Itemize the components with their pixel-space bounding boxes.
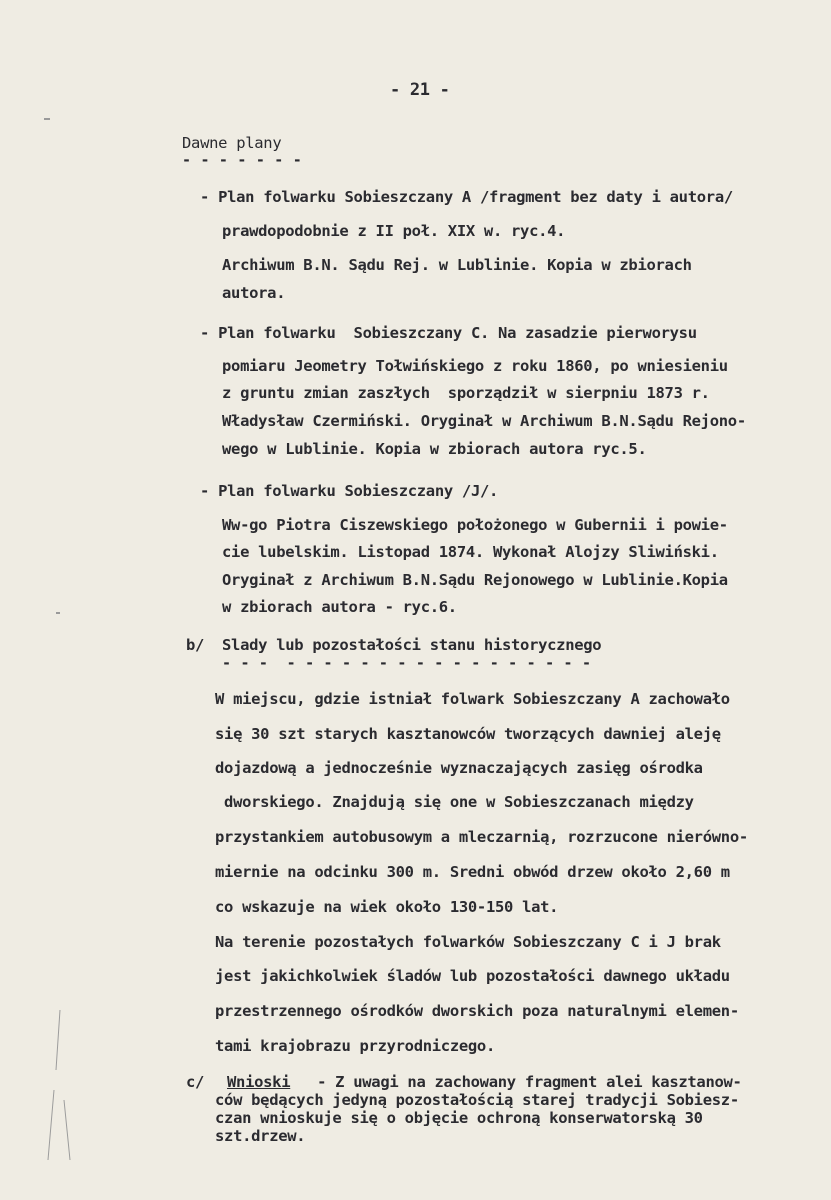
margin-mark — [56, 612, 60, 614]
plan-entry-1-line-3: Archiwum B.N. Sądu Rej. w Lublinie. Kopia w zbiorach — [222, 256, 692, 274]
plan-entry-3-line-1: - Plan folwarku Sobieszczany /J/. — [200, 482, 499, 500]
section-c-line-4: szt.drzew. — [215, 1127, 306, 1145]
plan-entry-3-line-4: Oryginał z Archiwum B.N.Sądu Rejonowego w Lublinie.Kopia — [222, 571, 728, 589]
section-b-title: Slady lub pozostałości stanu historycznego — [222, 636, 602, 654]
section-c-title: Wnioski — [227, 1073, 291, 1091]
section-c-line-2: ców będących jedyną pozostałością starej tradycji Sobiesz- — [215, 1091, 739, 1109]
plan-entry-2-line-3: z gruntu zmian zaszłych sporządził w sierpniu 1873 r. — [222, 384, 710, 402]
section-b-line-8: Na terenie pozostałych folwarków Sobieszczany C i J brak — [215, 933, 721, 951]
section-b-line-11: tami krajobrazu przyrodniczego. — [215, 1037, 495, 1055]
pencil-scribble — [40, 1010, 80, 1160]
plan-entry-1-line-2: prawdopodobnie z II poł. XIX w. ryc.4. — [222, 222, 566, 240]
plan-entry-2-line-1: - Plan folwarku Sobieszczany C. Na zasadzie pierworysu — [200, 324, 697, 342]
section-b-label: b/ — [186, 636, 205, 654]
plan-entry-2-line-2: pomiaru Jeometry Tołwińskiego z roku 1860, po wniesieniu — [222, 357, 728, 375]
section-b-line-4: dworskiego. Znajdują się one w Sobieszczanach między — [215, 793, 694, 811]
section-b-line-7: co wskazuje na wiek około 130-150 lat. — [215, 898, 559, 916]
section-b-line-2: się 30 szt starych kasztanowców tworzących dawniej aleję — [215, 725, 721, 743]
section-b-line-6: miernie na odcinku 300 m. Sredni obwód drzew około 2,60 m — [215, 863, 730, 881]
page-heading: Dawne plany — [182, 134, 282, 152]
plan-entry-3-line-5: w zbiorach autora - ryc.6. — [222, 598, 457, 616]
page-number: - 21 - — [390, 80, 450, 100]
section-c-label: c/ — [186, 1073, 205, 1091]
section-b-line-10: przestrzennego ośrodków dworskich poza naturalnymi elemen- — [215, 1002, 739, 1020]
section-b-underline: - - - - - - - - - - - - - - - - - - - - — [222, 654, 592, 672]
heading-underline: - - - - - - - — [182, 151, 302, 169]
section-b-line-9: jest jakichkolwiek śladów lub pozostałości dawnego układu — [215, 967, 730, 985]
section-b-line-1: W miejscu, gdzie istniał folwark Sobieszczany A zachowało — [215, 690, 730, 708]
plan-entry-2-line-4: Władysław Czermiński. Oryginał w Archiwum B.N.Sądu Rejono- — [222, 412, 746, 430]
plan-entry-3-line-3: cie lubelskim. Listopad 1874. Wykonał Alojzy Sliwiński. — [222, 543, 719, 561]
plan-entry-3-line-2: Ww-go Piotra Ciszewskiego położonego w Gubernii i powie- — [222, 516, 728, 534]
section-b-line-5: przystankiem autobusowym a mleczarnią, rozrzucone nierówno- — [215, 828, 748, 846]
plan-entry-1-line-4: autora. — [222, 284, 286, 302]
section-c-line-3: czan wnioskuje się o objęcie ochroną konserwatorską 30 — [215, 1109, 703, 1127]
margin-mark — [44, 118, 50, 120]
section-c-line-1: - Z uwagi na zachowany fragment alei kasztanow- — [290, 1073, 742, 1091]
plan-entry-1-line-1: - Plan folwarku Sobieszczany A /fragment bez daty i autora/ — [200, 188, 733, 206]
section-b-line-3: dojazdową a jednocześnie wyznaczających zasięg ośrodka — [215, 759, 703, 777]
plan-entry-2-line-5: wego w Lublinie. Kopia w zbiorach autora ryc.5. — [222, 440, 647, 458]
